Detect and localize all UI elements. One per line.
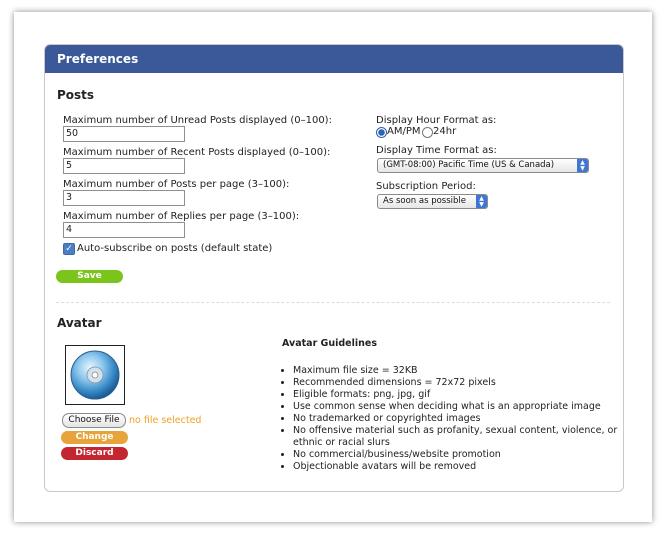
list-item: • Maximum file size = 32KB [293,365,623,377]
posts-per-page-label: Maximum number of Posts per page (3–100): [63,179,290,190]
panel-title: Preferences [45,45,623,73]
avatar-section-title: Avatar [57,316,102,330]
guidelines-title: Avatar Guidelines [282,338,377,349]
ampm-label: AM/PM [387,126,421,137]
section-divider [56,302,610,303]
list-item: • No trademarked or copyrighted images [293,413,623,425]
auto-subscribe-label: Auto-subscribe on posts (default state) [77,243,273,254]
replies-per-page-input[interactable]: 4 [63,222,185,238]
unread-posts-label: Maximum number of Unread Posts displayed (0–100): [63,115,332,126]
guidelines-list [282,365,623,473]
change-button[interactable]: Change [61,431,128,444]
24hr-label: 24hr [433,126,457,137]
list-item: • Eligible formats: png, jpg, gif [293,389,623,401]
recent-posts-label: Maximum number of Recent Posts displayed (0–100): [63,147,331,158]
24hr-radio[interactable] [422,127,433,138]
recent-posts-input[interactable]: 5 [63,158,185,174]
discard-button[interactable]: Discard [61,447,128,460]
list-item: • No offensive material such as profanity, sexual content, violence, or ethnic or racial slurs [293,425,623,449]
posts-per-page-input[interactable]: 3 [63,190,185,206]
avatar [65,345,125,405]
list-item: • Use common sense when deciding what is an appropriate image [293,401,623,413]
auto-subscribe-checkbox[interactable]: ✓ [63,243,75,255]
save-button[interactable]: Save [56,270,123,283]
cd-disc-icon [66,346,124,404]
subscription-label: Subscription Period: [376,181,476,192]
select-arrows-icon: ▲ ▼ [476,195,487,208]
choose-file-button[interactable]: Choose File [62,413,126,428]
list-item: • Objectionable avatars will be removed [293,461,623,473]
time-format-label: Display Time Format as: [376,145,497,156]
ampm-radio[interactable] [376,127,387,138]
subscription-value: As soon as possible [383,196,467,206]
posts-section-title: Posts [57,88,95,102]
hour-format-label: Display Hour Format as: [376,115,497,126]
replies-per-page-label: Maximum number of Replies per page (3–100): [63,211,300,222]
no-file-text: no file selected [129,415,202,426]
subscription-select[interactable] [377,194,488,209]
list-item: • No commercial/business/website promotion [293,449,623,461]
list-item: • Recommended dimensions = 72x72 pixels [293,377,623,389]
unread-posts-input[interactable]: 50 [63,126,185,142]
time-format-select[interactable] [377,158,589,173]
time-format-value: (GMT-08:00) Pacific Time (US & Canada) [383,160,555,170]
select-arrows-icon: ▲ ▼ [577,159,588,172]
